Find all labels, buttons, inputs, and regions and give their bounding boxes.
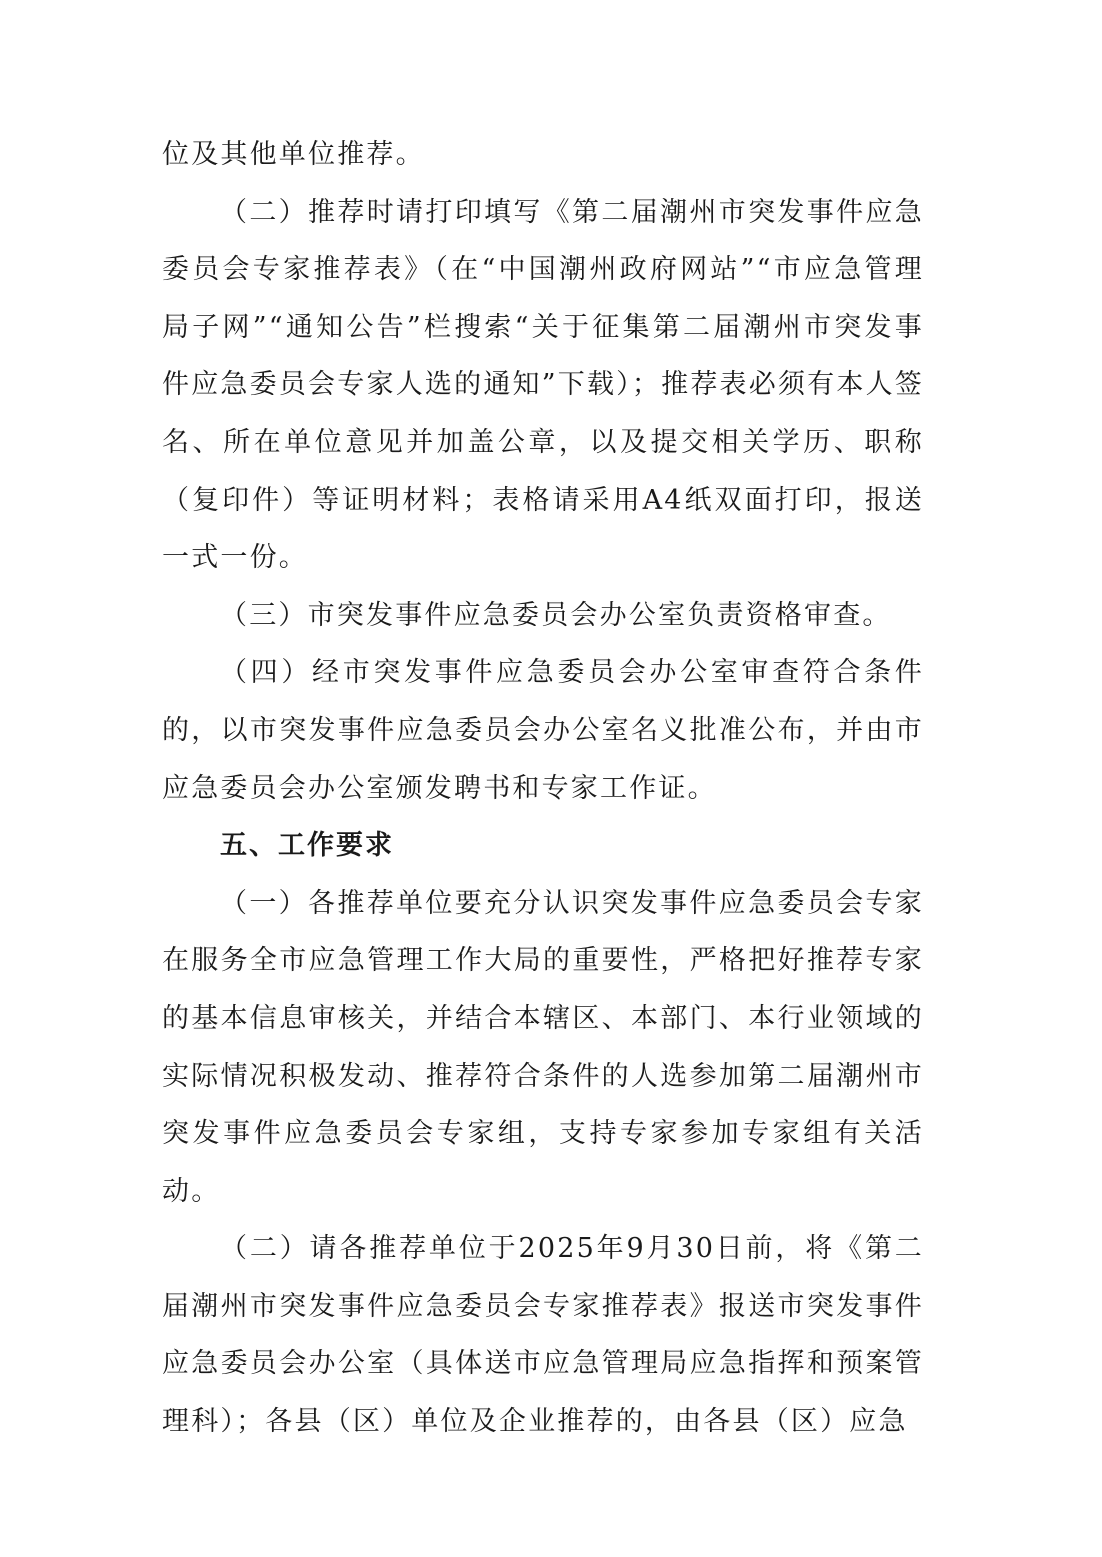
section-heading-work-requirements: 五、工作要求	[220, 830, 394, 862]
paragraph-item-4: （四）经市突发事件应急委员会办公室审查符合条件的，以市突发事件应急委员会办公室名义批准公布，并由市应急委员会办公室颁发聘书和专家工作证。	[162, 657, 924, 804]
paragraph-item-2: （二）推荐时请打印填写《第二届潮州市突发事件应急委员会专家推荐表》（在“中国潮州政府网站”“市应急管理局子网”“通知公告”栏搜索“关于征集第二届潮州市突发事件应急委员会专家人选的通知”下载）；推荐表必须有本人签名、所在单位意见并加盖公章，以及提交相关学历、职称（复印件）等证明材料；表格请采用A4纸双面打印，报送一式一份。	[162, 196, 924, 574]
paragraph-requirement-1: （一）各推荐单位要充分认识突发事件应急委员会专家在服务全市应急管理工作大局的重要性，严格把好推荐专家的基本信息审核关，并结合本辖区、本部门、本行业领域的实际情况积极发动、推荐符合条件的人选参加第二届潮州市突发事件应急委员会专家组，支持专家参加专家组有关活动。	[162, 887, 924, 1207]
paragraph-requirement-2: （二）请各推荐单位于2025年9月30日前，将《第二届潮州市突发事件应急委员会专家推荐表》报送市突发事件应急委员会办公室（具体送市应急管理局应急指挥和预案管理科）；各县（区）单位及企业推荐的，由各县（区）应急	[162, 1233, 924, 1438]
document-body	[162, 126, 924, 1451]
paragraph-item-3: （三）市突发事件应急委员会办公室负责资格审查。	[220, 599, 892, 631]
paragraph-continuation: 位及其他单位推荐。	[162, 139, 425, 170]
